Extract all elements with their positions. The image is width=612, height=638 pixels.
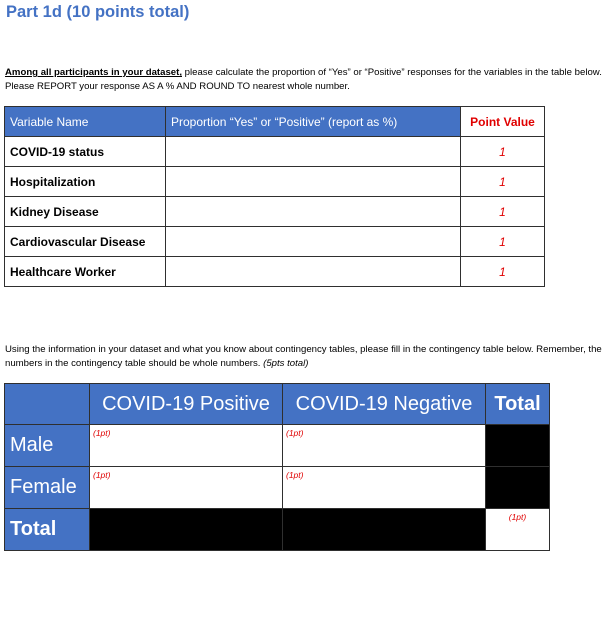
header-variable-name: Variable Name	[5, 107, 166, 137]
row-label-female: Female	[5, 467, 90, 509]
header-covid-positive: COVID-19 Positive	[90, 384, 283, 425]
table-header-row	[5, 107, 545, 137]
variable-name: COVID-19 status	[5, 137, 166, 167]
point-note: (1pt)	[508, 512, 527, 522]
point-value: 1	[461, 167, 545, 197]
point-note: (1pt)	[93, 428, 111, 438]
point-note: (1pt)	[286, 428, 304, 438]
answer-cell[interactable]	[283, 467, 486, 509]
answer-cell[interactable]	[90, 425, 283, 467]
table-row	[5, 467, 550, 509]
contingency-table	[4, 383, 550, 551]
proportion-answer-cell[interactable]	[166, 257, 461, 287]
instructions-text: Using the information in your dataset and what you know about contingency tables, please fill in the contingency table below. Remember, the numbers in the contingency table should be whole numbers.	[5, 344, 602, 369]
blacked-out-cell	[90, 509, 283, 551]
instructions-proportions	[5, 66, 609, 94]
instructions-points: (5pts total)	[263, 358, 309, 369]
point-note: (1pt)	[286, 470, 304, 480]
header-proportion: Proportion “Yes” or “Positive” (report as %)	[166, 107, 461, 137]
answer-cell[interactable]	[283, 425, 486, 467]
point-value: 1	[461, 227, 545, 257]
page-title: Part 1d (10 points total)	[6, 3, 190, 21]
header-corner	[5, 384, 90, 425]
instructions-contingency	[5, 343, 609, 371]
answer-cell[interactable]	[90, 467, 283, 509]
blacked-out-cell	[283, 509, 486, 551]
proportion-table	[4, 106, 545, 287]
variable-name: Healthcare Worker	[5, 257, 166, 287]
answer-cell[interactable]	[486, 509, 550, 551]
table-row	[5, 509, 550, 551]
table-row	[5, 167, 545, 197]
table-row	[5, 425, 550, 467]
table-row	[5, 227, 545, 257]
row-label-male: Male	[5, 425, 90, 467]
instructions-underlined: Among all participants in your dataset,	[5, 67, 182, 78]
proportion-answer-cell[interactable]	[166, 227, 461, 257]
instructions-text: please calculate the proportion of “Yes” or “Positive” responses for the variables in the table below. Please REPORT your response AS A % AND ROUND TO nearest whole number.	[5, 67, 602, 92]
contingency-header-row	[5, 384, 550, 425]
point-value: 1	[461, 257, 545, 287]
table-row	[5, 197, 545, 227]
table-row	[5, 137, 545, 167]
header-point-value: Point Value	[461, 107, 545, 137]
variable-name: Hospitalization	[5, 167, 166, 197]
variable-name: Kidney Disease	[5, 197, 166, 227]
proportion-answer-cell[interactable]	[166, 137, 461, 167]
proportion-answer-cell[interactable]	[166, 167, 461, 197]
blacked-out-cell	[486, 425, 550, 467]
point-note: (1pt)	[93, 470, 111, 480]
point-value: 1	[461, 137, 545, 167]
blacked-out-cell	[486, 467, 550, 509]
point-value: 1	[461, 197, 545, 227]
row-label-total: Total	[5, 509, 90, 551]
variable-name: Cardiovascular Disease	[5, 227, 166, 257]
table-row	[5, 257, 545, 287]
header-covid-negative: COVID-19 Negative	[283, 384, 486, 425]
header-total: Total	[486, 384, 550, 425]
proportion-answer-cell[interactable]	[166, 197, 461, 227]
